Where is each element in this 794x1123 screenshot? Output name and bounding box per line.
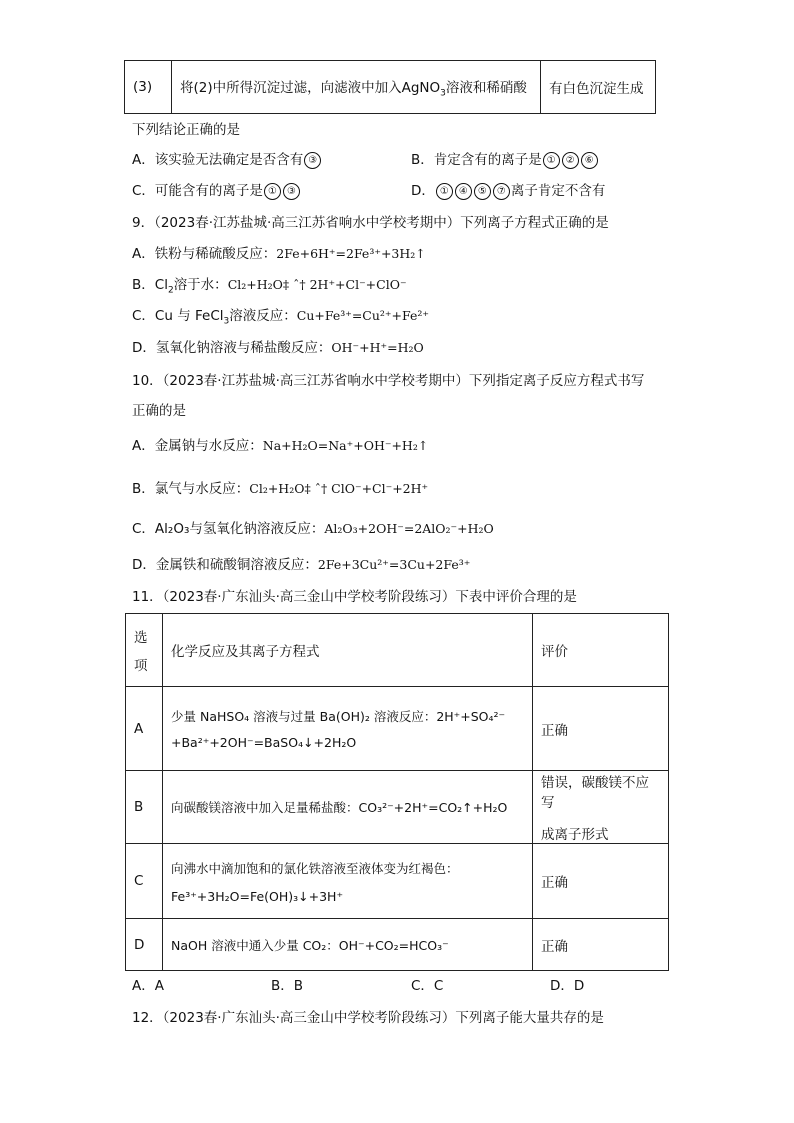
q9-option-a-label: A．铁粉与稀硫酸反应： [132,246,277,262]
table-header-row [126,614,669,687]
row-reaction-line2: Fe³⁺+3H₂O=Fe(OH)₃↓+3H⁺ [171,888,344,904]
table-row [126,919,669,971]
row-evaluation: 正确 [533,687,669,771]
q9-option-a [132,245,426,263]
row-evaluation-line2: 成离子形式 [541,827,609,843]
row-reaction-line1: 少量 NaHSO₄ 溶液与过量 Ba(OH)₂ 溶液反应：2H⁺+SO₄²⁻ [171,709,506,724]
q9-option-d-equation: OH⁻+H⁺=H₂O [331,340,424,355]
circled-number: ⑦ [493,183,510,200]
q8-option-b [411,151,599,169]
q9-option-d-label: D．氢氧化钠溶液与稀盐酸反应： [132,340,332,356]
q10-stem-line1: 10．（2023春·江苏盐城·高三江苏省响水中学校考期中）下列指定离子反应方程式书写 [132,373,645,389]
q8-option-d-text: 离子肯定不含有 [510,183,606,199]
q8-option-d-label: D． [411,183,435,199]
experiment-result: 有白色沉淀生成 [541,61,656,114]
circled-number: ① [543,152,560,169]
header-reaction: 化学反应及其离子方程式 [163,614,533,687]
q8-option-d [411,182,605,200]
row-option: C [126,844,163,919]
q10-option-d [132,556,470,574]
q11-choice-d: D．D [550,978,585,994]
q11-choice-a: A．A [132,978,164,994]
evaluation-table [125,613,669,971]
q9-option-b-sub: 2 [167,285,174,296]
q10-option-c [132,520,494,538]
row-reaction: NaOH 溶液中通入少量 CO₂：OH⁻+CO₂=HCO₃⁻ [163,919,533,971]
operation-chem: AgNO [401,79,441,96]
q10-option-d-label: D．金属铁和硫酸铜溶液反应： [132,557,318,573]
row-reaction-line2: +Ba²⁺+2OH⁻=BaSO₄↓+2H₂O [171,735,357,750]
table-row [126,687,669,771]
row-option: A [126,687,163,771]
q10-option-d-equation: 2Fe+3Cu²⁺=3Cu+2Fe³⁺ [317,557,471,572]
row-reaction: 向碳酸镁溶液中加入足量稀盐酸：CO₃²⁻+2H⁺=CO₂↑+H₂O [163,771,533,844]
q9-stem: 9．（2023春·江苏盐城·高三江苏省响水中学校考期中）下列离子方程式正确的是 [132,215,609,231]
circled-number: ④ [455,183,472,200]
table-row [126,844,669,919]
circled-number: ③ [283,183,300,200]
q10-stem-line2: 正确的是 [132,403,186,419]
q8-option-b-text: B．肯定含有的离子是 [411,152,542,168]
q9-option-d [132,339,424,357]
operation-text-pre: 将(2)中所得沉淀过滤，向滤液中加入 [180,79,402,96]
q9-option-c-label: C．Cu 与 FeCl [132,308,224,324]
q9-option-a-equation: 2Fe+6H⁺=2Fe³⁺+3H₂↑ [276,246,426,261]
q9-option-c-equation: Cu+Fe³⁺=Cu²⁺+Fe²⁺ [296,308,430,323]
q8-option-c-text: C．可能含有的离子是 [132,183,263,199]
row-evaluation: 正确 [533,844,669,919]
header-option-line1: 选 [134,630,148,646]
row-evaluation: 正确 [533,919,669,971]
circled-number: ⑥ [581,152,598,169]
q10-option-b-equation: Cl₂+H₂O‡ ˆ† ClO⁻+Cl⁻+2H⁺ [249,481,429,496]
q10-option-c-label: C．Al₂O₃与氢氧化钠溶液反应： [132,521,325,537]
q9-option-b-label: B．Cl [132,277,168,293]
q11-stem: 11．（2023春·广东汕头·高三金山中学校考阶段练习）下表中评价合理的是 [132,589,577,605]
row-reaction [163,687,533,771]
q10-option-b-label: B．氯气与水反应： [132,481,250,497]
experiment-operation [172,61,541,114]
circled-number: ① [264,183,281,200]
q12-stem: 12．（2023春·广东汕头·高三金山中学校考阶段练习）下列离子能大量共存的是 [132,1010,604,1026]
q9-option-c [132,307,429,331]
q8-stem: 下列结论正确的是 [132,122,240,138]
q11-choice-c: C．C [411,978,444,994]
row-reaction-line1: 向沸水中滴加饱和的氯化铁溶液至液体变为红褐色： [171,860,459,876]
q10-option-a-equation: Na+H₂O=Na⁺+OH⁻+H₂↑ [262,438,429,453]
row-reaction [163,844,533,919]
q9-option-c-sub: 3 [223,316,230,327]
q9-option-b-equation: Cl₂+H₂O‡ ˆ† 2H⁺+Cl⁻+ClO⁻ [227,277,407,292]
q10-option-b [132,480,428,498]
header-evaluation: 评价 [533,614,669,687]
q11-choice-b: B．B [271,978,304,994]
row-evaluation [533,771,669,844]
q8-option-a-text: A．该实验无法确定是否含有 [132,152,304,168]
header-option-line2: 项 [134,658,148,674]
operation-text-post: 溶液和稀硝酸 [445,79,527,96]
q9-option-b [132,276,407,300]
row-option: D [126,919,163,971]
table-row [126,771,669,844]
q10-option-c-equation: Al₂O₃+2OH⁻=2AlO₂⁻+H₂O [324,521,494,536]
row-option: B [126,771,163,844]
q9-option-c-mid: 溶液反应： [229,308,297,324]
circled-number: ② [562,152,579,169]
q10-option-a-label: A．金属钠与水反应： [132,438,263,454]
q10-option-a [132,437,428,455]
q9-option-b-mid: 溶于水： [173,277,228,293]
operation-chem-sub: 3 [440,88,446,99]
q8-option-c [132,182,301,200]
circled-number: ③ [304,152,321,169]
circled-number: ⑤ [474,183,491,200]
experiment-table [124,60,656,114]
circled-number: ① [436,183,453,200]
header-option [126,614,163,687]
experiment-step-index: (3) [125,61,172,114]
row-evaluation-line1: 错误，碳酸镁不应写 [541,775,649,811]
q8-option-a [132,151,322,169]
